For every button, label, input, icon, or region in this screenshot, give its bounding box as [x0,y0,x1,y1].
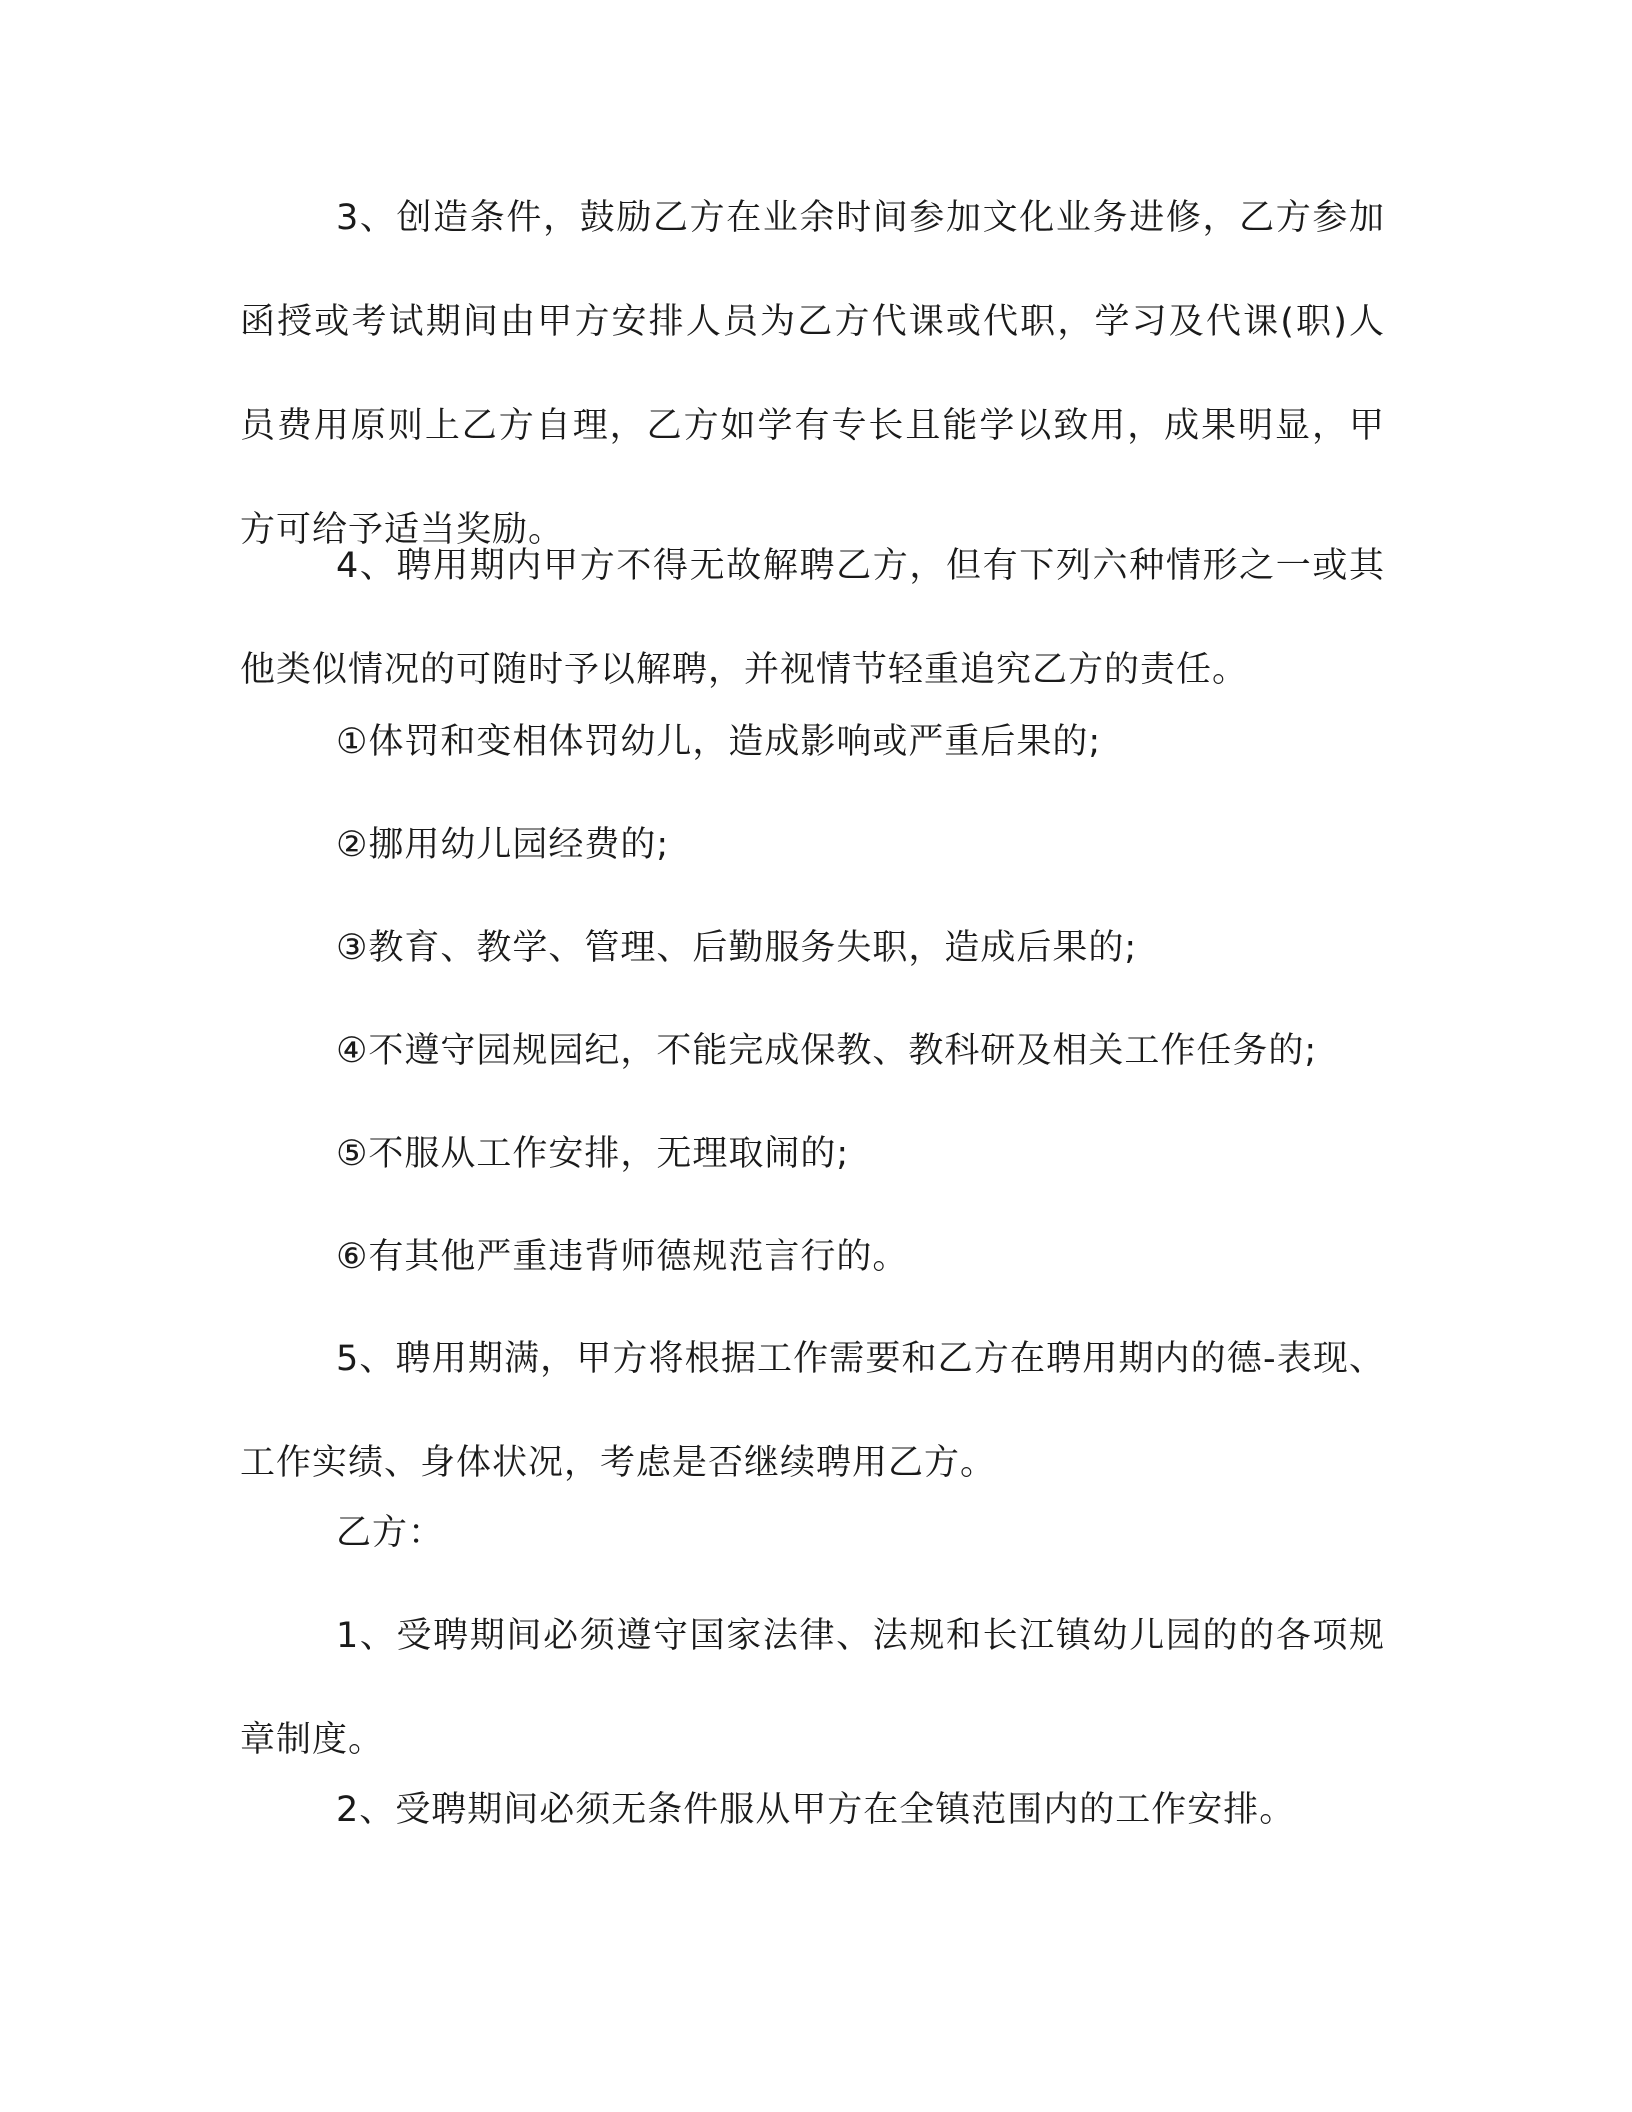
paragraph-clause-5: 5、聘用期满，甲方将根据工作需要和乙方在聘用期内的德-表现、工作实绩、身体状况，考虑是否继续聘用乙方。 [240,1339,1385,1483]
paragraph-clause-3: 3、创造条件，鼓励乙方在业余时间参加文化业务进修，乙方参加函授或考试期间由甲方安排人员为乙方代课或代职，学习及代课(职)人员费用原则上乙方自理，乙方如学有专长且能学以致用，成果明显，甲方可给予适当奖励。 [240,198,1385,550]
party-b-heading: 乙方： [336,1513,445,1553]
list-item-dismissal-5: ⑤不服从工作安排，无理取闹的; [336,1134,850,1174]
paragraph-party-b-1: 1、受聘期间必须遵守国家法律、法规和长江镇幼儿园的的各项规章制度。 [240,1616,1385,1760]
list-item-dismissal-2: ②挪用幼儿园经费的; [336,825,670,865]
paragraph-party-b-2: 2、受聘期间必须无条件服从甲方在全镇范围内的工作安排。 [336,1790,1296,1830]
list-item-dismissal-4: ④不遵守园规园纪，不能完成保教、教科研及相关工作任务的; [336,1031,1318,1071]
list-item-dismissal-3: ③教育、教学、管理、后勤服务失职，造成后果的; [336,928,1138,968]
list-item-dismissal-1: ①体罚和变相体罚幼儿，造成影响或严重后果的; [336,722,1102,762]
list-item-dismissal-6: ⑥有其他严重违背师德规范言行的。 [336,1237,909,1277]
paragraph-clause-4: 4、聘用期内甲方不得无故解聘乙方，但有下列六种情形之一或其他类似情况的可随时予以解聘，并视情节轻重追究乙方的责任。 [240,546,1385,690]
